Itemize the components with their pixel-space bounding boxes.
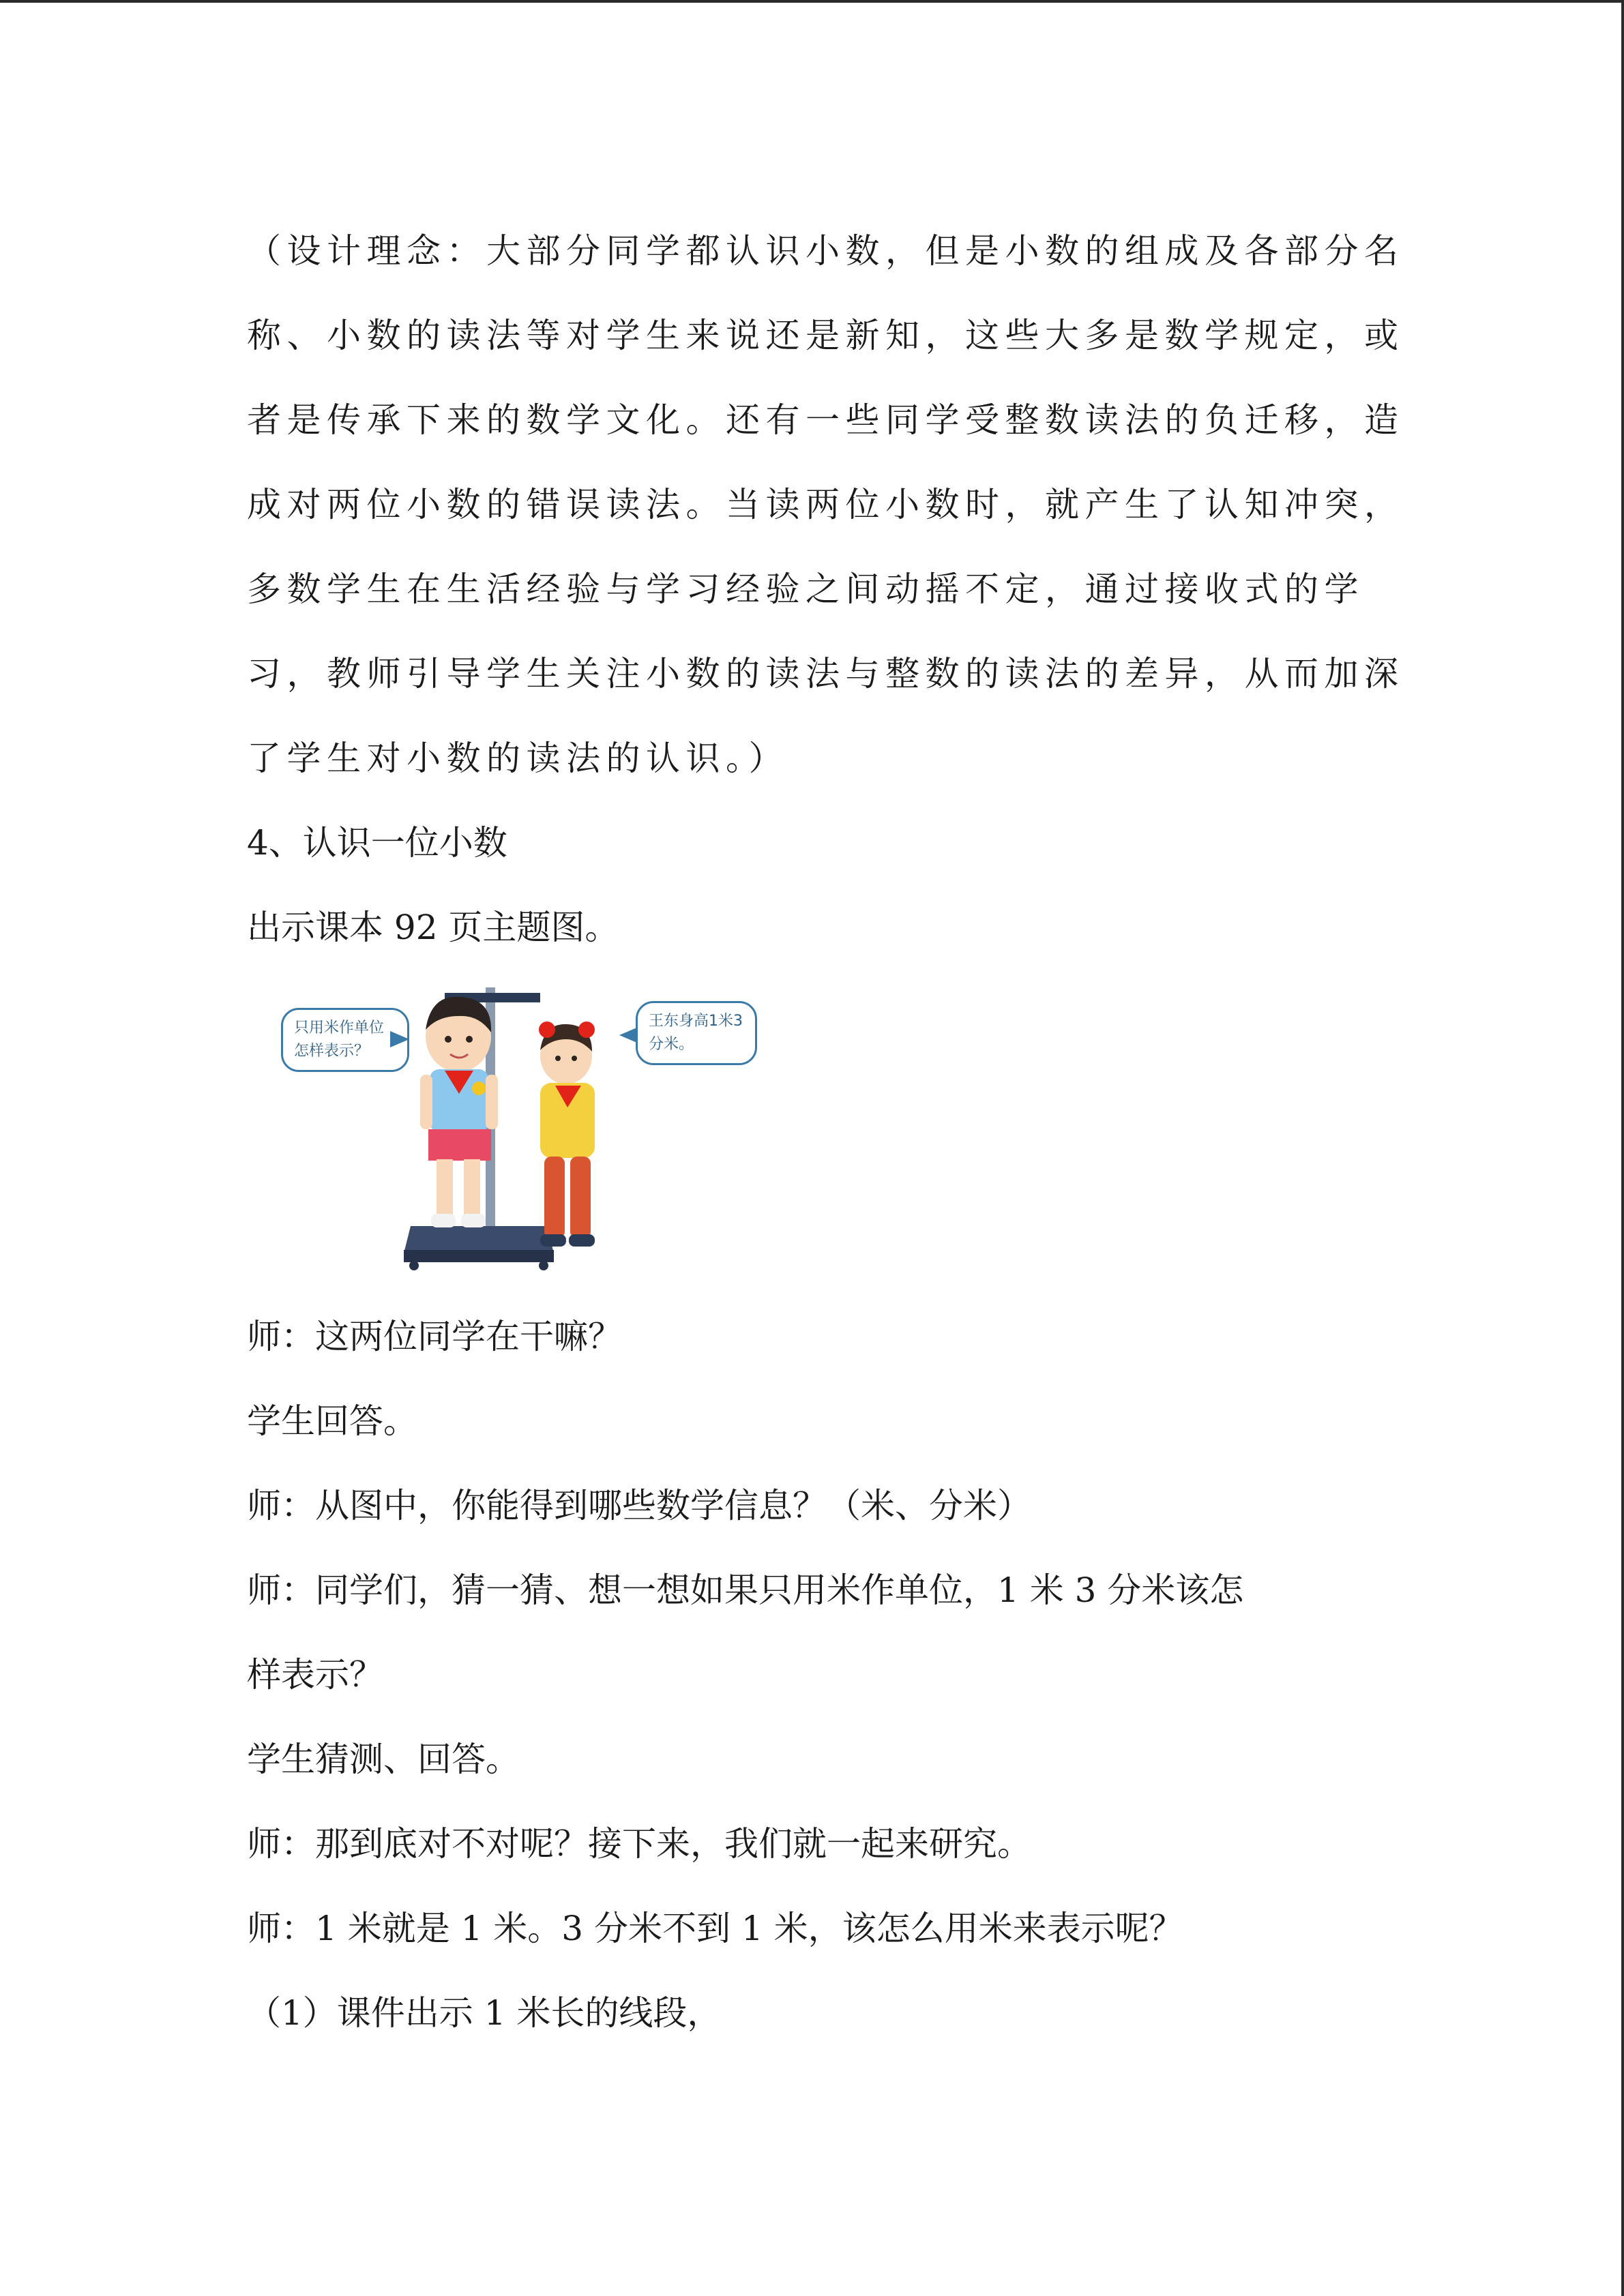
paragraph-line: 称、小数的读法等对学生来说还是新知，这些大多是数学规定，或: [247, 316, 1404, 355]
dialogue-line: （1）课件出示 1 米长的线段，: [247, 1993, 722, 2033]
speech-bubble-left: 只用米作单位怎样表示？: [281, 1008, 409, 1072]
paragraph-line: 成对两位小数的错误读法。当读两位小数时，就产生了认知冲突，: [247, 485, 1404, 524]
document-body: [247, 209, 1404, 2055]
speech-bubble-right: 王东身高1米3分米。: [636, 1001, 757, 1065]
dialogue-line: 师：那到底对不对呢？接下来，我们就一起来研究。: [247, 1824, 1031, 1864]
instruction-line: 出示课本 92 页主题图。: [247, 908, 619, 947]
dialogue-line: 学生猜测、回答。: [247, 1740, 520, 1779]
paragraph-line: 多数学生在生活经验与学习经验之间动摇不定，通过接收式的学: [247, 569, 1364, 609]
page-border-right: [1621, 0, 1624, 2296]
dialogue-line: 学生回答。: [247, 1401, 417, 1441]
page-border-top: [0, 0, 1624, 3]
girl-figure-icon: [539, 1022, 595, 1247]
dialogue-line: 师：同学们，猜一猜、想一想如果只用米作单位，1 米 3 分米该怎: [247, 1570, 1244, 1610]
paragraph-line: 了学生对小数的读法的认识。）: [247, 739, 788, 778]
dialogue-line: 师：这两位同学在干嘛？: [247, 1317, 622, 1356]
paragraph-line: （设计理念：大部分同学都认识小数，但是小数的组成及各部分名: [247, 231, 1404, 271]
height-measuring-illustration: [383, 974, 629, 1287]
textbook-illustration: [247, 974, 1365, 1294]
dialogue-line: 师：从图中，你能得到哪些数学信息？（米、分米）: [247, 1486, 1031, 1525]
section-heading: 4、认识一位小数: [247, 823, 507, 863]
dialogue-line: 师：1 米就是 1 米。3 分米不到 1 米，该怎么用米来表示呢？: [247, 1909, 1183, 1948]
paragraph-line: 习，教师引导学生关注小数的读法与整数的读法的差异，从而加深: [247, 654, 1404, 694]
dialogue-line: 样表示？: [247, 1655, 383, 1695]
paragraph-line: 者是传承下来的数学文化。还有一些同学受整数读法的负迁移，造: [247, 400, 1404, 440]
